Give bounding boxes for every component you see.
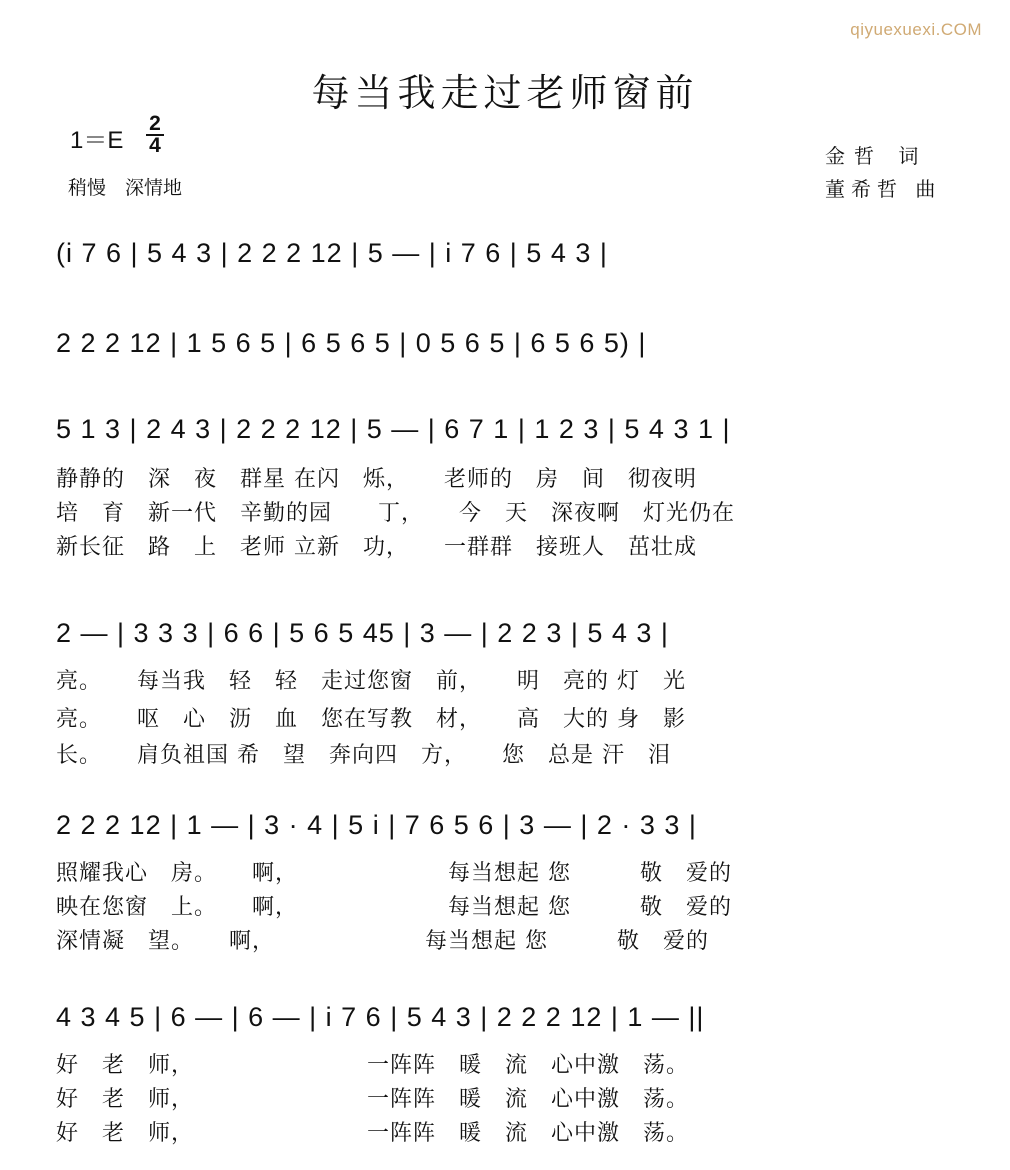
lyric-verse-3: 深情凝 望。 啊， 每当想起 您 敬 爱的 <box>56 929 709 954</box>
site-watermark: qiyuexuexi.COM <box>850 20 982 39</box>
lyric-verse-3: 长。 肩负祖国 希 望 奔向四 方， 您 总是 汗 泪 <box>56 743 671 768</box>
notation-line-4 <box>56 618 956 648</box>
lyric-verse-1: 静静的 深 夜 群星 在闪 烁， 老师的 房 间 彻夜明 <box>56 467 697 492</box>
notation-text: 5 1 3 | 2 4 3 | 2 2 2 12 | 5 — | 6 7 1 | 1 2 3 | 5 4 3 1 | <box>56 414 731 444</box>
composer-credit: 董希哲 曲 <box>825 177 942 201</box>
lyric-verse-2: 亮。 呕 心 沥 血 您在写教 材， 高 大的 身 影 <box>56 707 686 732</box>
notation-line-6 <box>56 1002 956 1032</box>
lyric-verse-2: 培 育 新一代 辛勤的园 丁， 今 天 深夜啊 灯光仍在 <box>56 501 736 526</box>
lyric-verse-3: 新长征 路 上 老师 立新 功， 一群群 接班人 茁壮成 <box>56 535 697 560</box>
time-signature <box>146 114 164 156</box>
meter-top: 2 <box>149 112 161 135</box>
notation-text: 2 — | 3 3 3 | 6 6 | 5 6 5 45 | 3 — | 2 2 3 | 5 4 3 | <box>56 618 669 648</box>
notation-text: 2 2 2 12 | 1 — | 3 · 4 | 5 i | 7 6 5 6 | 3 — | 2 · 3 3 | <box>56 810 697 840</box>
notation-line-2 <box>56 328 956 358</box>
notation-line-5 <box>56 810 956 840</box>
key-signature: 1＝E <box>70 127 124 154</box>
notation-line-1 <box>56 238 956 268</box>
notation-text: (i 7 6 | 5 4 3 | 2 2 2 12 | 5 — | i 7 6 | 5 4 3 | <box>56 238 608 268</box>
lyric-verse-2: 映在您窗 上。 啊， 每当想起 您 敬 爱的 <box>56 895 732 920</box>
song-title: 每当我走过老师窗前 <box>311 71 699 115</box>
lyric-verse-1: 亮。 每当我 轻 轻 走过您窗 前， 明 亮的 灯 光 <box>56 669 686 694</box>
lyricist-credit: 金哲 词 <box>825 144 928 168</box>
notation-line-3 <box>56 414 956 444</box>
lyric-verse-2: 好 老 师， 一阵阵 暖 流 心中激 荡。 <box>56 1087 690 1112</box>
meter-bottom: 4 <box>149 134 161 157</box>
lyric-verse-1: 照耀我心 房。 啊， 每当想起 您 敬 爱的 <box>56 861 732 886</box>
lyric-verse-3: 好 老 师， 一阵阵 暖 流 心中激 荡。 <box>56 1121 690 1146</box>
notation-text: 2 2 2 12 | 1 5 6 5 | 6 5 6 5 | 0 5 6 5 | 6 5 6 5) | <box>56 328 647 358</box>
notation-text: 4 3 4 5 | 6 — | 6 — | i 7 6 | 5 4 3 | 2 2 2 12 | 1 — || <box>56 1002 705 1032</box>
lyric-verse-1: 好 老 师， 一阵阵 暖 流 心中激 荡。 <box>56 1053 690 1078</box>
tempo-marking: 稍慢 深情地 <box>68 177 183 199</box>
